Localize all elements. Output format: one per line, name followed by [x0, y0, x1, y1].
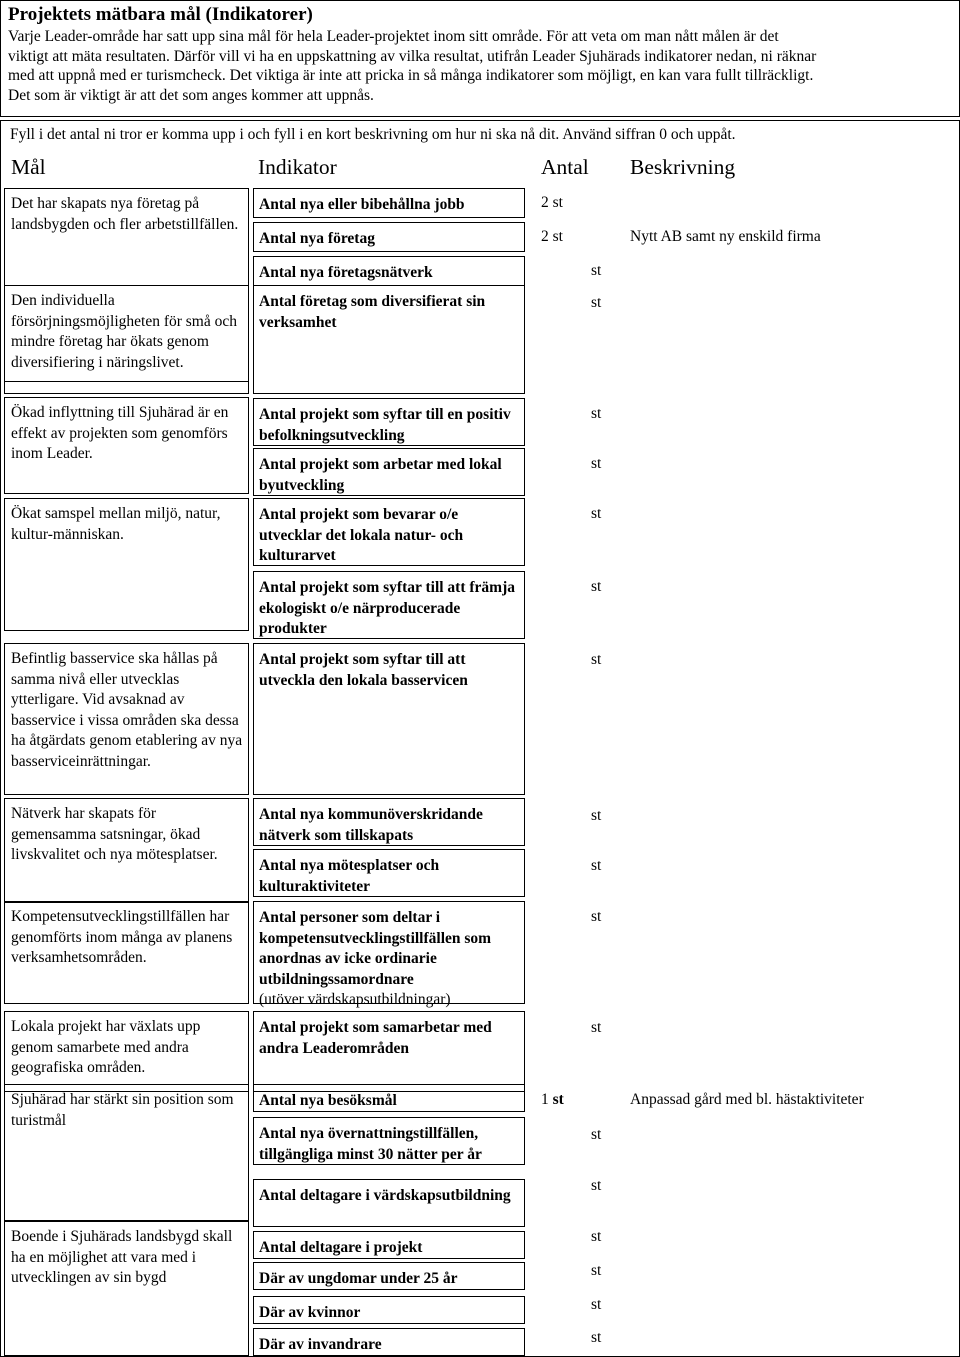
indicator-label: Antal projekt som syftar till en positiv befolkningsutveckling [253, 398, 525, 446]
header-mal: Mål [11, 155, 46, 179]
indicator-label: Där av ungdomar under 25 år [253, 1262, 525, 1290]
antal-value: 2 [541, 194, 549, 211]
indicator-label: Där av kvinnor [253, 1296, 525, 1324]
intro-line: Det som är viktigt är att det som anges kommer att uppnås. [8, 86, 374, 104]
indicator-label: Antal nya besöksmål [253, 1084, 525, 1112]
description-cell[interactable]: Anpassad gård med bl. hästaktiviteter [630, 1091, 864, 1108]
indicator-note: (utöver värdskapsutbildningar) [259, 991, 451, 1008]
indicator-label: Antal nya mötesplatser och kulturaktiviteter [253, 849, 525, 897]
indicator-label: Där av invandrare [253, 1328, 525, 1356]
indicator-label: Antal nya övernattningstillfällen, tillgängliga minst 30 nätter per år [253, 1117, 525, 1165]
header-antal: Antal [541, 155, 589, 179]
indicator-label: Antal projekt som syftar till att främja ekologiskt o/e närproducerade produkter [253, 571, 525, 639]
antal-unit[interactable]: st [591, 857, 602, 874]
antal-unit[interactable]: st [591, 1177, 602, 1194]
indicator-label: Antal nya företagsnätverk [253, 256, 525, 286]
indicator-label: Antal nya kommunöverskridande nätverk som tillskapats [253, 798, 525, 846]
goal-box: Nätverk har skapats för gemensamma satsningar, ökad livskvalitet och nya mötesplatser. [4, 798, 249, 903]
indicator-label: Antal projekt som samarbetar med andra Leaderområden [253, 1011, 525, 1092]
page-title: Projektets mätbara mål (Indikatorer) [8, 4, 313, 25]
antal-unit[interactable]: st [591, 455, 602, 472]
antal-unit[interactable]: st [591, 1296, 602, 1313]
antal-unit[interactable]: st [591, 294, 602, 311]
antal-unit[interactable]: st [591, 578, 602, 595]
indicator-box [253, 901, 525, 1008]
indicator-label: Antal nya företag [253, 222, 525, 252]
antal-cell[interactable] [541, 194, 563, 212]
goal-box: Sjuhärad har stärkt sin position som turistmål [4, 1084, 249, 1221]
antal-unit[interactable]: st [591, 505, 602, 522]
intro-box [0, 0, 960, 117]
antal-unit[interactable]: st [591, 405, 602, 422]
antal-unit[interactable]: st [591, 1329, 602, 1346]
indicator-label: Antal personer som deltar i kompetensutvecklingstillfällen som anordnas av icke ordinarie utbildningssamordnare [259, 909, 492, 988]
indicator-label: Antal företag som diversifierat sin verksamhet [253, 285, 525, 394]
indicator-label: Antal projekt som syftar till att utveckla den lokala basservicen [253, 643, 525, 795]
indicator-label: Antal projekt som arbetar med lokal byutveckling [253, 448, 525, 496]
antal-cell[interactable] [541, 1091, 564, 1109]
goal-box: Det har skapats nya företag på landsbygden och fler arbetstillfällen. [4, 188, 249, 382]
antal-value: 1 [541, 1091, 549, 1108]
intro-line: Varje Leader-område har satt upp sina mål för hela Leader-projektet inom sitt område. För att veta om man nått målen är det [8, 28, 779, 45]
antal-unit[interactable]: st [591, 651, 602, 668]
antal-value: 2 [541, 228, 549, 245]
header-beskrivning: Beskrivning [630, 155, 736, 179]
intro-line: viktigt att mäta resultaten. Därför vill vi ha en uppskattning av vilka resultat, utifrån Leader Sjuhärads indikatorer nedan, ni räknar [8, 47, 817, 65]
antal-unit[interactable]: st [591, 908, 602, 925]
goal-box: Den individuella försörjningsmöjligheten för små och mindre företag har ökats genom diversifiering i näringslivet. [4, 285, 249, 394]
antal-unit: st [552, 228, 563, 245]
antal-unit: st [552, 1091, 564, 1108]
antal-unit[interactable]: st [591, 1228, 602, 1245]
antal-unit[interactable]: st [591, 1019, 602, 1036]
indicator-label: Antal deltagare i projekt [253, 1231, 525, 1259]
indicator-label: Antal deltagare i värdskapsutbildning [253, 1179, 525, 1227]
description-cell[interactable]: Nytt AB samt ny enskild firma [630, 228, 821, 245]
header-indikator: Indikator [258, 155, 337, 179]
intro-line: med att uppnå med er turismcheck. Det viktiga är inte att pricka in så många indikatorer som möjligt, en kan vara fullt tillräckligt. [8, 67, 814, 84]
goal-box: Ökad inflyttning till Sjuhärad är en effekt av projekten som genomförs inom Leader. [4, 397, 249, 494]
goal-box: Kompetensutvecklingstillfällen har genomförts inom många av planens verksamhetsområden. [4, 901, 249, 1004]
goal-box: Boende i Sjuhärads landsbygd skall ha en möjlighet att vara med i utvecklingen av sin bygd [4, 1221, 249, 1356]
antal-unit[interactable]: st [591, 1262, 602, 1279]
antal-unit[interactable]: st [591, 1126, 602, 1143]
antal-unit: st [552, 194, 563, 211]
antal-cell[interactable] [541, 228, 563, 246]
antal-unit[interactable]: st [591, 807, 602, 824]
indicator-form [0, 120, 960, 1357]
goal-box: Lokala projekt har växlats upp genom samarbete med andra geografiska områden. [4, 1011, 249, 1092]
indicator-label: Antal nya eller bibehållna jobb [253, 188, 525, 218]
indicator-label: Antal projekt som bevarar o/e utvecklar det lokala natur- och kulturarvet [253, 498, 525, 566]
goal-box: Befintlig basservice ska hållas på samma nivå eller utvecklas ytterligare. Vid avsaknad av basservice i vissa områden ska dessa ha åtgärdats genom etablering av nya basserviceinrättningar. [4, 643, 249, 795]
goal-box: Ökat samspel mellan miljö, natur, kultur-människan. [4, 498, 249, 631]
instruction-text: Fyll i det antal ni tror er komma upp i och fyll i en kort beskrivning om hur ni ska nå dit. Använd siffran 0 och uppåt. [10, 126, 736, 143]
antal-unit[interactable]: st [591, 262, 602, 279]
